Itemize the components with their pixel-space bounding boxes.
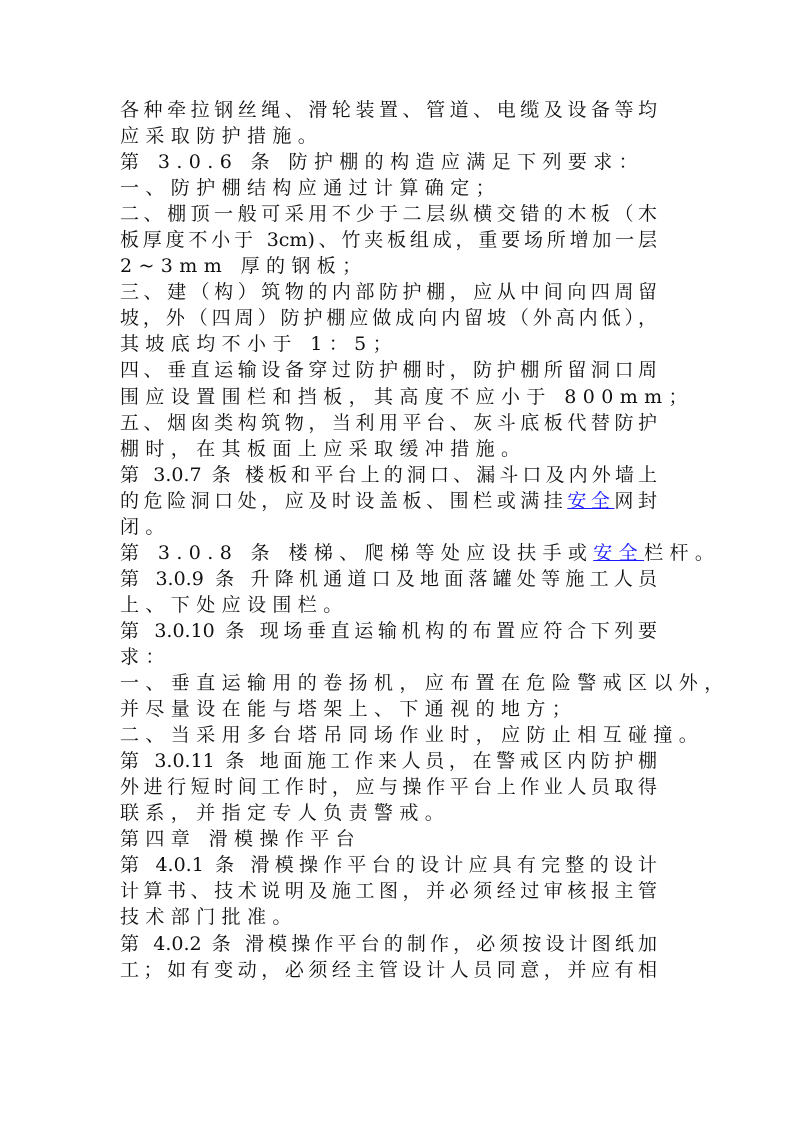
text-line: [120, 123, 657, 149]
text-segment: 坡，外（四周）防护棚应做成向内留坡（外高内低），: [120, 307, 657, 330]
text-line: [120, 644, 657, 670]
text-line: [120, 227, 657, 253]
text-line: [120, 540, 721, 566]
text-line: [120, 696, 657, 722]
text-segment: 第 4.0.1 条 滑模操作平台的设计应具有完整的设计: [120, 854, 657, 877]
text-line: [120, 931, 657, 957]
text-segment: 板厚度不小于 3cm)、竹夹板组成，重要场所增加一层: [120, 229, 657, 252]
text-segment: 其坡底均不小于 1：5；: [120, 333, 399, 356]
text-line: [120, 384, 694, 410]
text-segment: 并尽量设在能与塔架上、下通视的地方；: [120, 698, 578, 721]
text-line: [120, 488, 657, 514]
text-line: [120, 436, 657, 462]
text-segment: 联系，并指定专人负责警戒。: [120, 802, 451, 825]
text-segment: 第 3.0.6 条 防护棚的构造应满足下列要求：: [120, 151, 645, 174]
text-segment: 二、棚顶一般可采用不少于二层纵横交错的木板（木: [120, 203, 657, 226]
text-line: [120, 305, 657, 331]
text-line: [120, 748, 657, 774]
text-line: [120, 331, 657, 357]
text-segment: 一、防护棚结构应通过计算确定；: [120, 177, 502, 200]
text-line: [120, 462, 657, 488]
safety-link[interactable]: 安全: [567, 489, 615, 512]
text-line: [120, 670, 730, 696]
text-line: [120, 357, 657, 383]
text-segment: 五、烟囱类构筑物，当利用平台、灰斗底板代替防护: [120, 411, 657, 434]
text-segment: 第 3.0.11 条 地面施工作来人员，在警戒区内防护棚: [120, 750, 657, 773]
text-line: [120, 410, 657, 436]
text-segment: 闭。: [120, 515, 171, 538]
text-segment: 的危险洞口处，应及时设盖板、围栏或满挂: [120, 489, 568, 512]
text-segment: 第 3.0.10 条 现场垂直运输机构的布置应符合下列要: [120, 619, 657, 642]
text-line: [120, 957, 657, 983]
text-segment: 二、当采用多台塔吊同场作业时，应防止相互碰撞。: [120, 724, 705, 747]
safety-link[interactable]: 安全: [593, 541, 645, 564]
text-line: [120, 201, 657, 227]
text-segment: 第 3.0.9 条 升降机通道口及地面落罐处等施工人员: [120, 567, 657, 590]
text-line: [120, 253, 657, 279]
text-line: [120, 279, 657, 305]
text-line: [120, 97, 657, 123]
text-segment: 外进行短时间工作时，应与操作平台上作业人员取得: [120, 776, 657, 799]
document-page: [120, 97, 730, 983]
text-segment: 工；如有变动，必须经主管设计人员同意，并应有相: [120, 958, 657, 981]
text-segment: 棚时，在其板面上应采取缓冲措施。: [120, 437, 527, 460]
text-segment: 三、建（构）筑物的内部防护棚，应从中间向四周留: [120, 281, 657, 304]
text-line: [120, 514, 657, 540]
text-segment: 技术部门批准。: [120, 906, 298, 929]
text-line: [120, 618, 657, 644]
text-line: [120, 904, 657, 930]
text-segment: 求：: [120, 645, 171, 668]
text-line: [120, 800, 657, 826]
text-line: [120, 826, 657, 852]
text-segment: 围应设置围栏和挡板，其高度不应小于 800mm；: [120, 385, 694, 408]
text-segment: 计算书、技术说明及施工图，并必须经过审核报主管: [120, 880, 657, 903]
text-segment: 应采取防护措施。: [120, 125, 324, 148]
text-segment: 第 3.0.7 条 楼板和平台上的洞口、漏斗口及内外墙上: [120, 463, 657, 486]
text-segment: 第四章 滑模操作平台: [120, 828, 362, 851]
text-line: [120, 722, 705, 748]
text-segment: 各种牵拉钢丝绳、滑轮装置、管道、电缆及设备等均: [120, 99, 657, 121]
text-segment: 第 3.0.8 条 楼梯、爬梯等处应设扶手或: [120, 541, 594, 564]
text-segment: 2~3mm 厚的钢板；: [120, 255, 368, 278]
text-line: [120, 149, 657, 175]
text-segment: 四、垂直运输设备穿过防护棚时，防护棚所留洞口周: [120, 359, 657, 382]
text-line: [120, 878, 657, 904]
text-segment: 上、下处应设围栏。: [120, 593, 349, 616]
text-segment: 第 4.0.2 条 滑模操作平台的制作，必须按设计图纸加: [120, 932, 657, 955]
text-line: [120, 175, 657, 201]
text-line: [120, 774, 657, 800]
text-line: [120, 566, 657, 592]
text-segment: 栏杆。: [644, 541, 721, 564]
text-line: [120, 592, 657, 618]
text-line: [120, 852, 657, 878]
text-segment: 网封: [614, 489, 657, 512]
text-segment: 一、垂直运输用的卷扬机，应布置在危险警戒区以外，: [120, 672, 730, 695]
